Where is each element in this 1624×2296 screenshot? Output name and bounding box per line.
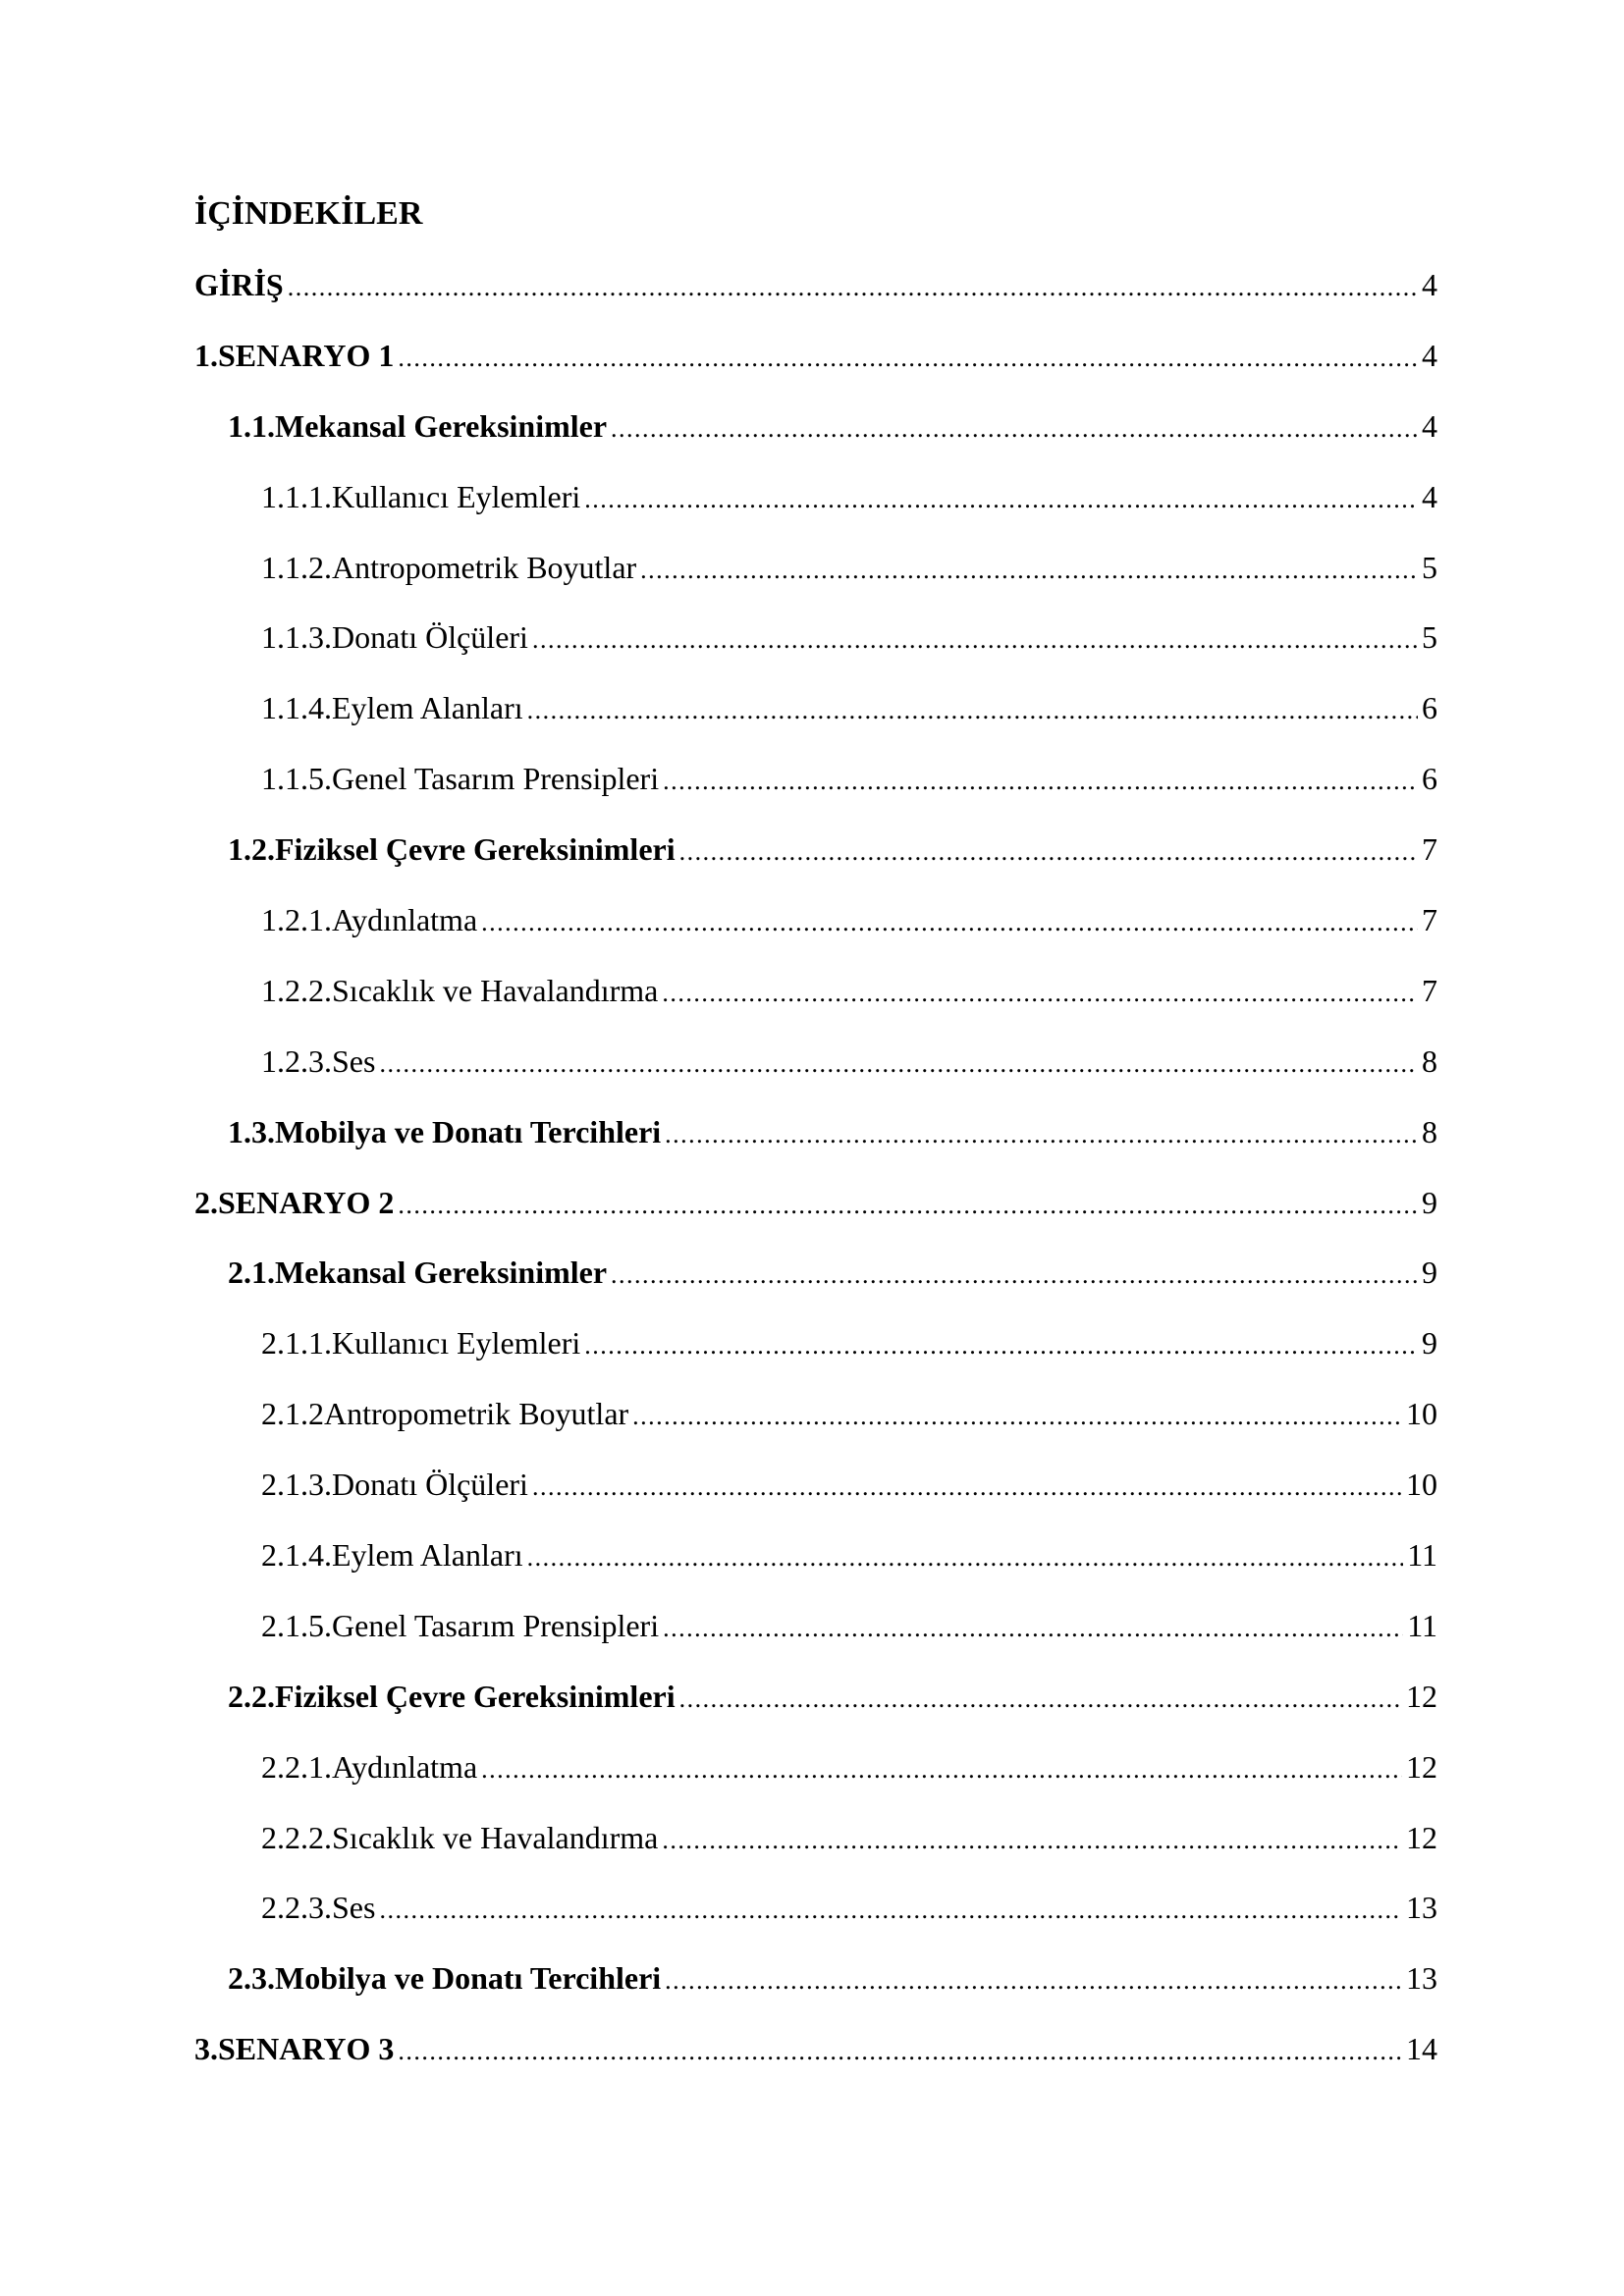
toc-entry[interactable] — [194, 1110, 1437, 1181]
toc-entry-page-number: 12 — [1406, 1748, 1437, 1785]
toc-entry-page-number: 10 — [1406, 1396, 1437, 1432]
dot-leader — [663, 1607, 1403, 1650]
toc-entry-page-number: 7 — [1422, 902, 1437, 938]
toc-entry-title: 2.2.Fiziksel Çevre Gereksinimleri — [228, 1678, 676, 1714]
toc-entry[interactable] — [194, 1745, 1437, 1816]
toc-entry-title: 1.1.5.Genel Tasarım Prensipleri — [261, 761, 660, 797]
toc-entry-page-number: 7 — [1422, 831, 1437, 868]
toc-entry-title: 2.1.Mekansal Gereksinimler — [228, 1255, 608, 1291]
toc-entry-title: 1.2.1.Aydınlatma — [261, 902, 478, 938]
toc-entry-title: 1.3.Mobilya ve Donatı Tercihleri — [228, 1113, 662, 1149]
dot-leader — [632, 1395, 1402, 1438]
toc-entry[interactable] — [194, 1604, 1437, 1675]
toc-entry[interactable] — [194, 1675, 1437, 1745]
toc-entry[interactable] — [194, 757, 1437, 828]
toc-entry[interactable] — [194, 1886, 1437, 1956]
toc-entry-title: 1.1.3.Donatı Ölçüleri — [261, 619, 528, 656]
toc-entry[interactable] — [194, 1533, 1437, 1604]
toc-entry[interactable] — [194, 1816, 1437, 1887]
toc-entry-page-number: 12 — [1406, 1819, 1437, 1855]
toc-entry[interactable] — [194, 404, 1437, 475]
toc-entry-page-number: 14 — [1406, 2031, 1437, 2067]
dot-leader — [663, 760, 1418, 803]
toc-entry-title: 1.2.Fiziksel Çevre Gereksinimleri — [228, 831, 676, 868]
dot-leader — [584, 478, 1418, 521]
toc-entry-page-number: 9 — [1422, 1255, 1437, 1291]
dot-leader — [527, 1536, 1404, 1579]
dot-leader — [481, 901, 1418, 944]
toc-entry-title: 1.SENARYO 1 — [194, 337, 395, 373]
toc-entry-title: 2.1.2Antropometrik Boyutlar — [261, 1396, 629, 1432]
dot-leader — [398, 1184, 1418, 1227]
toc-entry[interactable] — [194, 546, 1437, 616]
toc-entry-page-number: 4 — [1422, 267, 1437, 302]
toc-entry[interactable] — [194, 475, 1437, 546]
toc-entry-page-number: 5 — [1422, 619, 1437, 656]
toc-entry-page-number: 13 — [1406, 1890, 1437, 1926]
toc-entry-page-number: 11 — [1407, 1537, 1437, 1574]
toc-entry[interactable] — [194, 1181, 1437, 1252]
dot-leader — [665, 1113, 1418, 1156]
toc-entry[interactable] — [194, 1956, 1437, 2027]
toc-entry-title: 1.1.1.Kullanıcı Eylemleri — [261, 478, 581, 514]
toc-entry-page-number: 13 — [1406, 1960, 1437, 1997]
toc-list — [194, 263, 1437, 2098]
toc-entry-title: 1.1.Mekansal Gereksinimler — [228, 407, 608, 444]
dot-leader — [662, 1819, 1402, 1862]
toc-entry-title: 2.1.1.Kullanıcı Eylemleri — [261, 1325, 581, 1362]
toc-entry-title: 2.3.Mobilya ve Donatı Tercihleri — [228, 1960, 662, 1997]
dot-leader — [665, 1959, 1402, 2002]
dot-leader — [611, 407, 1418, 451]
toc-entry[interactable] — [194, 1463, 1437, 1533]
dot-leader — [527, 689, 1418, 732]
toc-entry-page-number: 11 — [1407, 1607, 1437, 1643]
dot-leader — [532, 618, 1418, 662]
toc-entry-page-number: 9 — [1422, 1184, 1437, 1220]
toc-entry-page-number: 12 — [1406, 1678, 1437, 1714]
dot-leader — [379, 1889, 1402, 1932]
dot-leader — [640, 549, 1418, 592]
toc-entry-title: GİRİŞ — [194, 267, 284, 302]
toc-entry-title: 2.2.3.Ses — [261, 1890, 376, 1926]
toc-entry-page-number: 7 — [1422, 972, 1437, 1008]
toc-entry-title: 2.1.4.Eylem Alanları — [261, 1537, 523, 1574]
dot-leader — [398, 2030, 1402, 2073]
toc-entry-title: 2.1.5.Genel Tasarım Prensipleri — [261, 1607, 660, 1643]
toc-entry-title: 1.2.3.Ses — [261, 1042, 376, 1079]
toc-entry-page-number: 4 — [1422, 478, 1437, 514]
toc-entry-page-number: 6 — [1422, 761, 1437, 797]
toc-title: İÇİNDEKİLER — [194, 195, 423, 232]
toc-entry-title: 2.2.2.Sıcaklık ve Havalandırma — [261, 1819, 659, 1855]
toc-entry[interactable] — [194, 969, 1437, 1040]
toc-entry-page-number: 6 — [1422, 690, 1437, 726]
toc-entry-page-number: 4 — [1422, 337, 1437, 373]
toc-entry[interactable] — [194, 898, 1437, 969]
toc-entry[interactable] — [194, 1392, 1437, 1463]
dot-leader — [584, 1324, 1418, 1367]
toc-entry-title: 2.2.1.Aydınlatma — [261, 1748, 478, 1785]
toc-entry-title: 1.1.4.Eylem Alanları — [261, 690, 523, 726]
dot-leader — [662, 972, 1418, 1015]
toc-entry-page-number: 8 — [1422, 1042, 1437, 1079]
toc-entry[interactable] — [194, 828, 1437, 898]
dot-leader — [288, 266, 1418, 309]
toc-entry[interactable] — [194, 1321, 1437, 1392]
dot-leader — [679, 830, 1418, 874]
dot-leader — [611, 1254, 1418, 1297]
toc-entry[interactable] — [194, 615, 1437, 686]
dot-leader — [481, 1748, 1402, 1791]
toc-entry[interactable] — [194, 334, 1437, 404]
toc-entry-title: 1.2.2.Sıcaklık ve Havalandırma — [261, 972, 659, 1008]
toc-entry-page-number: 5 — [1422, 549, 1437, 585]
toc-entry[interactable] — [194, 263, 1437, 334]
toc-entry[interactable] — [194, 686, 1437, 757]
toc-entry[interactable] — [194, 1251, 1437, 1321]
dot-leader — [679, 1678, 1402, 1721]
toc-entry-page-number: 10 — [1406, 1467, 1437, 1503]
dot-leader — [379, 1042, 1418, 1086]
dot-leader — [398, 337, 1418, 380]
toc-entry-title: 1.1.2.Antropometrik Boyutlar — [261, 549, 637, 585]
toc-entry-title: 3.SENARYO 3 — [194, 2031, 395, 2067]
toc-entry[interactable] — [194, 2027, 1437, 2098]
toc-entry-page-number: 9 — [1422, 1325, 1437, 1362]
toc-entry-title: 2.SENARYO 2 — [194, 1184, 395, 1220]
dot-leader — [532, 1466, 1402, 1509]
toc-entry-page-number: 8 — [1422, 1113, 1437, 1149]
toc-entry-page-number: 4 — [1422, 407, 1437, 444]
toc-entry-title: 2.1.3.Donatı Ölçüleri — [261, 1467, 528, 1503]
toc-entry[interactable] — [194, 1040, 1437, 1110]
